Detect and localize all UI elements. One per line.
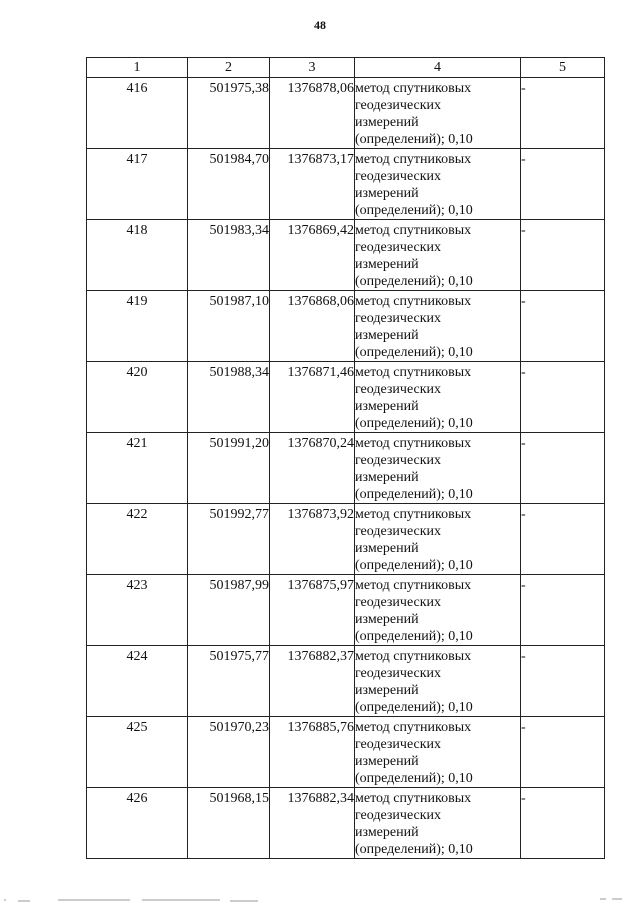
y-coordinate-cell: 1376869,42	[270, 220, 355, 291]
method-text-line: (определений); 0,10	[355, 487, 473, 502]
table-row	[87, 149, 605, 220]
table-header-row	[87, 58, 605, 78]
table-row	[87, 504, 605, 575]
method-cell	[355, 291, 521, 362]
table-row	[87, 575, 605, 646]
method-text-line: геодезических	[355, 453, 442, 468]
method-cell	[355, 78, 521, 149]
method-text-line: метод спутниковых	[355, 436, 472, 451]
x-coordinate-cell: 501975,38	[188, 78, 270, 149]
point-number-cell: 423	[87, 575, 188, 646]
y-coordinate-cell: 1376868,06	[270, 291, 355, 362]
x-coordinate-cell: 501975,77	[188, 646, 270, 717]
table-row	[87, 78, 605, 149]
method-cell	[355, 433, 521, 504]
method-text-line: метод спутниковых	[355, 507, 472, 522]
method-cell	[355, 220, 521, 291]
column-header-4: 4	[355, 58, 521, 78]
method-text-line: (определений); 0,10	[355, 842, 473, 857]
method-cell	[355, 717, 521, 788]
x-coordinate-cell: 501987,99	[188, 575, 270, 646]
point-number-cell: 426	[87, 788, 188, 859]
note-cell: -	[521, 717, 605, 788]
method-text-line: метод спутниковых	[355, 791, 472, 806]
page-number: 48	[314, 18, 326, 32]
y-coordinate-cell: 1376873,17	[270, 149, 355, 220]
method-text-line: геодезических	[355, 240, 442, 255]
y-coordinate-cell: 1376875,97	[270, 575, 355, 646]
method-text-line: метод спутниковых	[355, 152, 472, 167]
note-cell: -	[521, 788, 605, 859]
note-cell: -	[521, 646, 605, 717]
y-coordinate-cell: 1376885,76	[270, 717, 355, 788]
method-text-line: геодезических	[355, 311, 442, 326]
note-cell: -	[521, 149, 605, 220]
method-text-line: измерений	[355, 754, 419, 769]
method-text-line: измерений	[355, 470, 419, 485]
x-coordinate-cell: 501970,23	[188, 717, 270, 788]
column-header-2: 2	[188, 58, 270, 78]
method-text-line: (определений); 0,10	[355, 416, 473, 431]
y-coordinate-cell: 1376882,34	[270, 788, 355, 859]
x-coordinate-cell: 501991,20	[188, 433, 270, 504]
note-cell: -	[521, 433, 605, 504]
method-text-line: измерений	[355, 328, 419, 343]
method-text-line: (определений); 0,10	[355, 345, 473, 360]
method-text-line: измерений	[355, 399, 419, 414]
y-coordinate-cell: 1376873,92	[270, 504, 355, 575]
column-header-1: 1	[87, 58, 188, 78]
method-text-line: (определений); 0,10	[355, 629, 473, 644]
point-number-cell: 421	[87, 433, 188, 504]
method-text-line: измерений	[355, 186, 419, 201]
method-text-line: геодезических	[355, 808, 442, 823]
note-cell: -	[521, 78, 605, 149]
method-text-line: метод спутниковых	[355, 720, 472, 735]
method-text-line: геодезических	[355, 524, 442, 539]
method-text-line: (определений); 0,10	[355, 700, 473, 715]
table-row	[87, 291, 605, 362]
method-text-line: геодезических	[355, 169, 442, 184]
note-cell: -	[521, 575, 605, 646]
x-coordinate-cell: 501968,15	[188, 788, 270, 859]
scan-artifact-line	[0, 894, 640, 905]
note-cell: -	[521, 504, 605, 575]
point-number-cell: 418	[87, 220, 188, 291]
x-coordinate-cell: 501983,34	[188, 220, 270, 291]
x-coordinate-cell: 501988,34	[188, 362, 270, 433]
x-coordinate-cell: 501984,70	[188, 149, 270, 220]
point-number-cell: 424	[87, 646, 188, 717]
method-text-line: метод спутниковых	[355, 223, 472, 238]
method-text-line: метод спутниковых	[355, 81, 472, 96]
method-text-line: измерений	[355, 612, 419, 627]
method-cell	[355, 646, 521, 717]
x-coordinate-cell: 501992,77	[188, 504, 270, 575]
method-text-line: геодезических	[355, 382, 442, 397]
point-number-cell: 422	[87, 504, 188, 575]
y-coordinate-cell: 1376871,46	[270, 362, 355, 433]
y-coordinate-cell: 1376870,24	[270, 433, 355, 504]
method-text-line: измерений	[355, 541, 419, 556]
table-row	[87, 717, 605, 788]
note-cell: -	[521, 362, 605, 433]
method-text-line: метод спутниковых	[355, 294, 472, 309]
table-row	[87, 220, 605, 291]
method-text-line: (определений); 0,10	[355, 203, 473, 218]
method-text-line: измерений	[355, 115, 419, 130]
method-text-line: (определений); 0,10	[355, 771, 473, 786]
y-coordinate-cell: 1376882,37	[270, 646, 355, 717]
y-coordinate-cell: 1376878,06	[270, 78, 355, 149]
table-body	[87, 78, 605, 859]
table-row	[87, 788, 605, 859]
method-text-line: (определений); 0,10	[355, 132, 473, 147]
point-number-cell: 419	[87, 291, 188, 362]
coordinates-table	[86, 57, 605, 859]
method-text-line: геодезических	[355, 737, 442, 752]
method-text-line: измерений	[355, 825, 419, 840]
point-number-cell: 416	[87, 78, 188, 149]
note-cell: -	[521, 220, 605, 291]
method-cell	[355, 362, 521, 433]
point-number-cell: 425	[87, 717, 188, 788]
method-cell	[355, 504, 521, 575]
table-row	[87, 433, 605, 504]
method-text-line: (определений); 0,10	[355, 274, 473, 289]
table-row	[87, 362, 605, 433]
method-text-line: геодезических	[355, 98, 442, 113]
method-text-line: геодезических	[355, 666, 442, 681]
method-text-line: измерений	[355, 257, 419, 272]
note-cell: -	[521, 291, 605, 362]
column-header-5: 5	[521, 58, 605, 78]
column-header-3: 3	[270, 58, 355, 78]
method-text-line: метод спутниковых	[355, 365, 472, 380]
method-cell	[355, 575, 521, 646]
table-row	[87, 646, 605, 717]
point-number-cell: 420	[87, 362, 188, 433]
x-coordinate-cell: 501987,10	[188, 291, 270, 362]
point-number-cell: 417	[87, 149, 188, 220]
method-cell	[355, 788, 521, 859]
method-text-line: метод спутниковых	[355, 649, 472, 664]
method-cell	[355, 149, 521, 220]
method-text-line: геодезических	[355, 595, 442, 610]
method-text-line: измерений	[355, 683, 419, 698]
method-text-line: метод спутниковых	[355, 578, 472, 593]
method-text-line: (определений); 0,10	[355, 558, 473, 573]
